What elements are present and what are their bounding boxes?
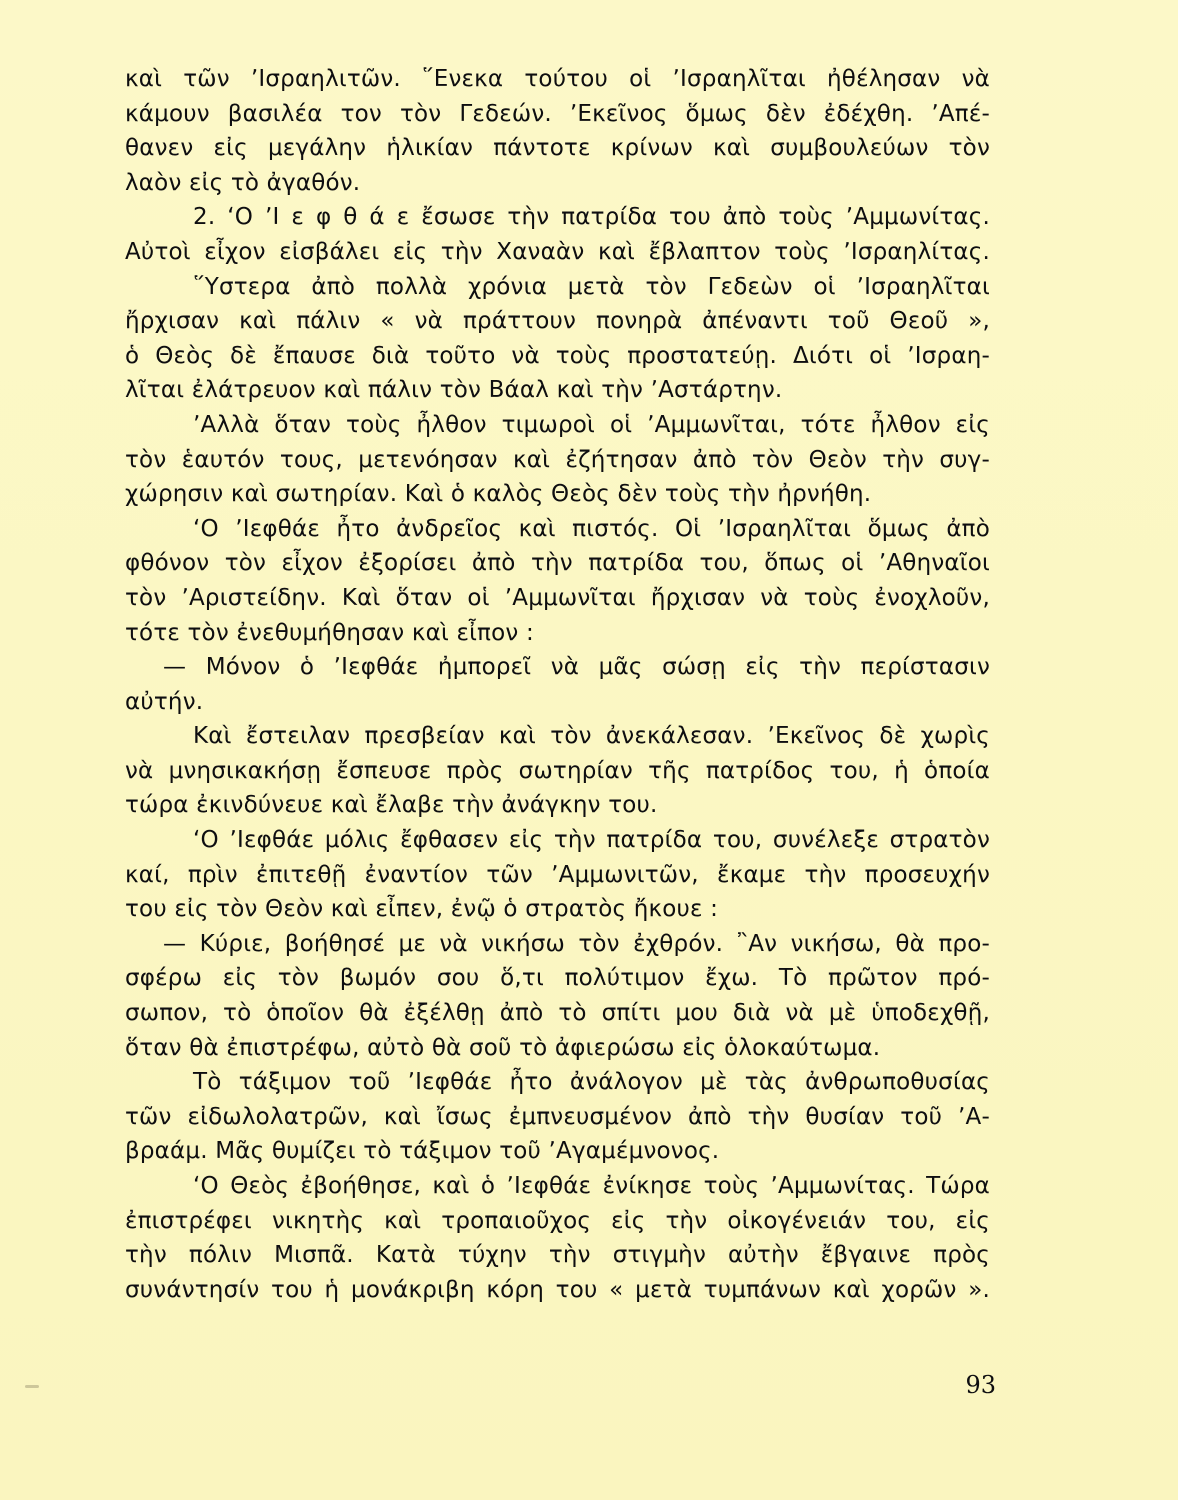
text-line: Αὐτοὶ εἶχον εἰσβάλει εἰς τὴν Χαναὰν καὶ ἔβλαπτον τοὺς ʼΙσραηλίτας. — [125, 238, 990, 265]
text-line: ἐπιστρέφει νικητὴς καὶ τροπαιοῦχος εἰς τὴν οἰκογένειάν του, εἰς — [125, 1207, 990, 1234]
text-line: σωπον, τὸ ὁποῖον θὰ ἐξέλθῃ ἀπὸ τὸ σπίτι μου διὰ νὰ μὲ ὑποδεχθῇ, — [125, 1000, 990, 1027]
text-line: τὴν πόλιν Μισπᾶ. Κατὰ τύχην τὴν στιγμὴν αὐτὴν ἔβγαινε πρὸς — [125, 1242, 990, 1269]
text-line: τὸν ʼΑριστείδην. Καὶ ὅταν οἱ ʼΑμμωνῖται ἤρχισαν νὰ τοὺς ἐνοχλοῦν, — [125, 584, 990, 611]
text-line: του εἰς τὸν Θεὸν καὶ εἶπεν, ἐνῷ ὁ στρατὸς ἤκουε : — [125, 896, 719, 923]
text-line: χώρησιν καὶ σωτηρίαν. Καὶ ὁ καλὸς Θεὸς δὲν τοὺς τὴν ἠρνήθη. — [125, 481, 872, 508]
text-line: καί, πρὶν ἐπιτεθῇ ἐναντίον τῶν ʼΑμμωνιτῶν, ἔκαμε τὴν προσευχήν — [125, 861, 990, 888]
text-line: ʻΟ Θεὸς ἐβοήθησε, καὶ ὁ ʼΙεφθάε ἐνίκησε τοὺς ʼΑμμωνίτας. Τώρα — [193, 1173, 990, 1199]
text-line: ʼΑλλὰ ὅταν τοὺς ἦλθον τιμωροὶ οἱ ʼΑμμωνῖται, τότε ἦλθον εἰς — [193, 411, 990, 438]
text-line: ἤρχισαν καὶ πάλιν « νὰ πράττουν πονηρὰ ἀπέναντι τοῦ Θεοῦ », — [125, 308, 990, 335]
dialogue-line: — Μόνον ὁ ʼΙεφθάε ἠμπορεῖ νὰ μᾶς σώσῃ εἰς τὴν περίστασιν — [163, 654, 990, 681]
text-line: τῶν εἰδωλολατρῶν, καὶ ἴσως ἐμπνευσμένον ἀπὸ τὴν θυσίαν τοῦ ʼΑ- — [125, 1103, 990, 1130]
section-heading-line: 2. ʻΟ ʼΙ ε φ θ ά ε ἔσωσε τὴν πατρίδα του ἀπὸ τοὺς ʼΑμμωνίτας. — [193, 204, 990, 231]
text-line: ʻΟ ʼΙεφθάε μόλις ἔφθασεν εἰς τὴν πατρίδα του, συνέλεξε στρατὸν — [193, 827, 990, 854]
text-line: αὐτήν. — [125, 688, 204, 715]
text-line: βραάμ. Μᾶς θυμίζει τὸ τάξιμον τοῦ ʼΑγαμέμνονος. — [125, 1138, 720, 1165]
text-line: κάμουν βασιλέα τον τὸν Γεδεών. ʼΕκεῖνος ὅμως δὲν ἐδέχθη. ʼΑπέ- — [125, 100, 990, 127]
text-line: θανεν εἰς μεγάλην ἡλικίαν πάντοτε κρίνων καὶ συμβουλεύων τὸν — [125, 135, 990, 162]
text-line: τώρα ἐκινδύνευε καὶ ἔλαβε τὴν ἀνάγκην του. — [125, 792, 658, 819]
text-line: τὸν ἑαυτόν τους, μετενόησαν καὶ ἐζήτησαν ἀπὸ τὸν Θεὸν τὴν συγ- — [125, 446, 990, 473]
paper-speck — [25, 1385, 39, 1388]
text-line: ὅταν θὰ ἐπιστρέφω, αὐτὸ θὰ σοῦ τὸ ἀφιερώσω εἰς ὁλοκαύτωμα. — [125, 1034, 881, 1061]
dialogue-line: — Κύριε, βοήθησέ με νὰ νικήσω τὸν ἐχθρόν. ῍Αν νικήσω, θὰ προ- — [163, 930, 990, 957]
text-line: Τὸ τάξιμον τοῦ ʼΙεφθάε ἦτο ἀνάλογον μὲ τὰς ἀνθρωποθυσίας — [193, 1069, 990, 1096]
text-line: ὁ Θεὸς δὲ ἔπαυσε διὰ τοῦτο νὰ τοὺς προστατεύῃ. Διότι οἱ ʼΙσραη- — [125, 342, 990, 369]
text-line: νὰ μνησικακήσῃ ἔσπευσε πρὸς σωτηρίαν τῆς πατρίδος του, ἡ ὁποία — [125, 757, 990, 784]
text-line: συνάντησίν του ἡ μονάκριβη κόρη του « μετὰ τυμπάνων καὶ χορῶν ». — [125, 1276, 990, 1303]
page-number: 93 — [965, 1371, 996, 1399]
text-line: Καὶ ἔστειλαν πρεσβείαν καὶ τὸν ἀνεκάλεσαν. ʼΕκεῖνος δὲ χωρὶς — [193, 723, 990, 750]
text-line: ῞Υστερα ἀπὸ πολλὰ χρόνια μετὰ τὸν Γεδεὼν οἱ ʼΙσραηλῖται — [193, 273, 990, 300]
text-line: λῖται ἐλάτρευον καὶ πάλιν τὸν Βάαλ καὶ τὴν ʼΑστάρτην. — [125, 377, 783, 404]
text-line: φθόνον τὸν εἶχον ἐξορίσει ἀπὸ τὴν πατρίδα του, ὅπως οἱ ʼΑθηναῖοι — [125, 550, 990, 577]
text-line: τότε τὸν ἐνεθυμήθησαν καὶ εἶπον : — [125, 619, 534, 646]
text-line: λαὸν εἰς τὸ ἀγαθόν. — [125, 169, 361, 196]
text-line: ʻΟ ʼΙεφθάε ἦτο ἀνδρεῖος καὶ πιστός. Οἱ ʼΙσραηλῖται ὅμως ἀπὸ — [193, 515, 990, 542]
text-line: καὶ τῶν ʼΙσραηλιτῶν. ῞Ενεκα τούτου οἱ ʼΙσραηλῖται ἠθέλησαν νὰ — [125, 66, 990, 92]
text-line: σφέρω εἰς τὸν βωμόν σου ὅ,τι πολύτιμον ἔχω. Τὸ πρῶτον πρό- — [125, 965, 990, 992]
text-column — [125, 62, 990, 1307]
